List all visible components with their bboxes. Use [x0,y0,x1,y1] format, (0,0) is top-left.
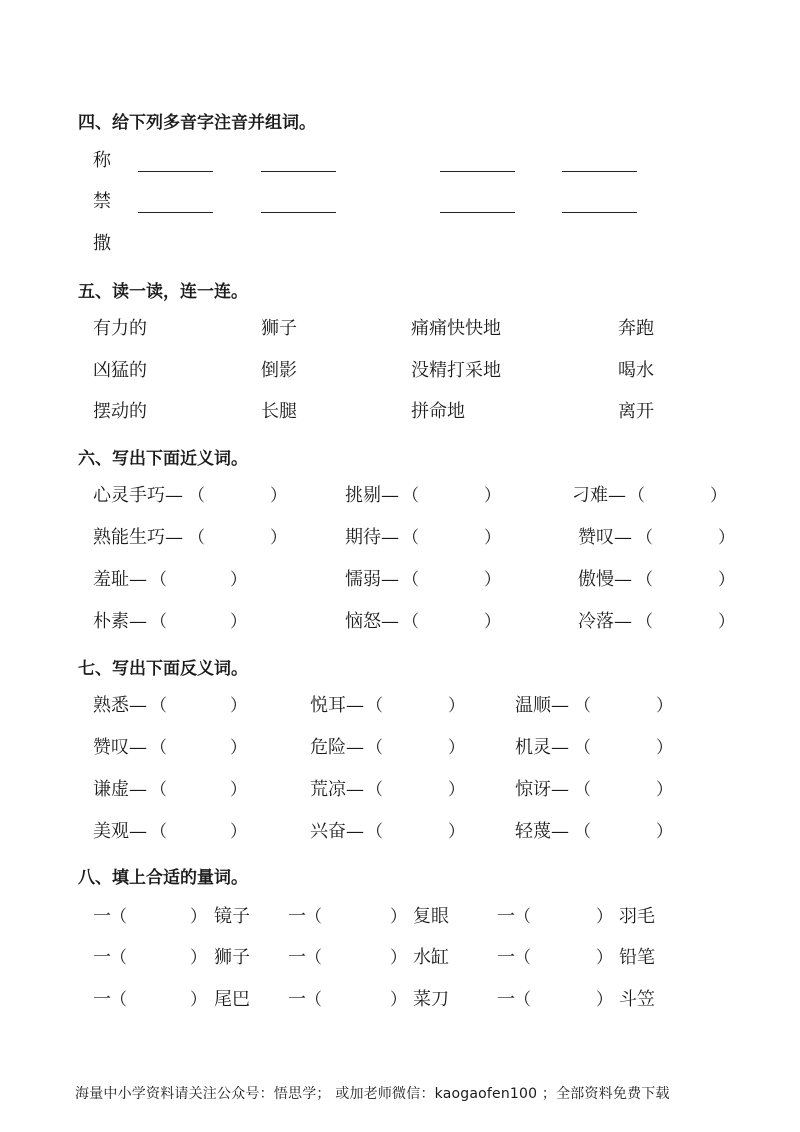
match-word[interactable]: 痛痛快快地 [411,318,501,339]
synonym-word: 懦弱— [345,569,399,590]
close-paren: ） [484,612,501,632]
match-word[interactable]: 狮子 [261,318,297,339]
close-paren: ） [656,780,673,800]
close-paren: ） [448,822,465,842]
antonym-word: 荒凉— [310,779,364,800]
open-paren: （ [636,570,653,590]
answer-blank[interactable] [138,171,213,172]
close-paren: ） [448,780,465,800]
open-paren: （ [514,990,531,1010]
open-paren: （ [574,780,591,800]
close-paren: ） [656,822,673,842]
noun: 尾巴 [214,989,250,1010]
match-row [0,317,800,347]
noun: 铅笔 [619,947,655,968]
prefix-one: 一 [497,947,515,968]
close-paren: ） [230,612,247,632]
synonym-word: 恼怒— [345,611,399,632]
close-paren: ） [190,907,207,927]
synonym-word: 赞叹— [578,527,632,548]
close-paren: ） [656,696,673,716]
synonym-word: 羞耻— [93,569,147,590]
antonym-word: 温顺— [515,695,569,716]
measure-word-row [0,988,800,1018]
close-paren: ） [190,990,207,1010]
match-row [0,400,800,430]
match-word[interactable]: 摆动的 [93,401,147,422]
section-6-title: 六、写出下面近义词。 [78,449,248,469]
close-paren: ） [718,612,735,632]
antonym-word: 熟悉— [93,695,147,716]
open-paren: （ [110,907,127,927]
open-paren: （ [366,822,383,842]
measure-word-row [0,946,800,976]
synonym-word: 冷落— [578,611,632,632]
close-paren: ） [448,696,465,716]
prefix-one: 一 [497,989,515,1010]
open-paren: （ [366,696,383,716]
polyphone-row-2 [0,190,800,220]
close-paren: ） [190,948,207,968]
prefix-one: 一 [288,947,306,968]
match-word[interactable]: 拼命地 [411,401,465,422]
noun: 羽毛 [619,906,655,927]
antonym-word: 美观— [93,821,147,842]
match-word[interactable]: 长腿 [261,401,297,422]
noun: 斗笠 [619,989,655,1010]
open-paren: （ [366,738,383,758]
open-paren: （ [305,907,322,927]
synonym-row [0,568,800,598]
close-paren: ） [230,822,247,842]
match-word[interactable]: 有力的 [93,318,147,339]
close-paren: ） [718,570,735,590]
polyphone-char: 禁 [93,191,111,212]
answer-blank[interactable] [440,212,515,213]
antonym-row [0,778,800,808]
synonym-word: 朴素— [93,611,147,632]
open-paren: （ [402,570,419,590]
close-paren: ） [596,948,613,968]
match-word[interactable]: 凶猛的 [93,360,147,381]
antonym-row [0,694,800,724]
close-paren: ） [448,738,465,758]
antonym-row [0,820,800,850]
polyphone-row-1 [0,149,800,179]
open-paren: （ [305,948,322,968]
antonym-word: 惊讶— [515,779,569,800]
open-paren: （ [402,528,419,548]
section-7-title: 七、写出下面反义词。 [78,659,248,679]
noun: 菜刀 [413,989,449,1010]
polyphone-char: 撒 [93,233,111,254]
synonym-word: 熟能生巧— [93,527,183,548]
close-paren: ） [718,528,735,548]
polyphone-char: 称 [93,150,111,171]
open-paren: （ [188,528,205,548]
open-paren: （ [636,528,653,548]
prefix-one: 一 [497,906,515,927]
open-paren: （ [150,570,167,590]
open-paren: （ [574,738,591,758]
prefix-one: 一 [288,989,306,1010]
open-paren: （ [150,738,167,758]
close-paren: ） [230,696,247,716]
noun: 水缸 [413,947,449,968]
close-paren: ） [484,528,501,548]
answer-blank[interactable] [138,212,213,213]
synonym-row [0,610,800,640]
open-paren: （ [402,612,419,632]
polyphone-row-3 [0,232,800,262]
open-paren: （ [110,990,127,1010]
antonym-word: 机灵— [515,737,569,758]
close-paren: ） [390,907,407,927]
measure-word-row [0,905,800,935]
close-paren: ） [270,528,287,548]
section-5-title: 五、读一读，连一连。 [78,282,248,302]
prefix-one: 一 [93,989,111,1010]
synonym-word: 挑剔— [345,485,399,506]
open-paren: （ [514,948,531,968]
match-word[interactable]: 没精打采地 [411,360,501,381]
open-paren: （ [636,612,653,632]
close-paren: ） [484,570,501,590]
open-paren: （ [150,612,167,632]
antonym-word: 兴奋— [310,821,364,842]
antonym-row [0,736,800,766]
open-paren: （ [150,696,167,716]
antonym-word: 危险— [310,737,364,758]
close-paren: ） [270,486,287,506]
open-paren: （ [150,822,167,842]
prefix-one: 一 [288,906,306,927]
synonym-row [0,484,800,514]
synonym-word: 刁难— [572,485,626,506]
section-4-title: 四、给下列多音字注音并组词。 [78,113,316,133]
close-paren: ） [596,990,613,1010]
close-paren: ） [656,738,673,758]
match-word[interactable]: 倒影 [261,360,297,381]
noun: 狮子 [214,947,250,968]
answer-blank[interactable] [562,212,637,213]
close-paren: ） [230,570,247,590]
close-paren: ） [230,738,247,758]
open-paren: （ [110,948,127,968]
answer-blank[interactable] [440,171,515,172]
open-paren: （ [514,907,531,927]
close-paren: ） [390,948,407,968]
close-paren: ） [230,780,247,800]
open-paren: （ [188,486,205,506]
match-row [0,359,800,389]
close-paren: ） [484,486,501,506]
match-word[interactable]: 离开 [618,401,654,422]
open-paren: （ [402,486,419,506]
antonym-word: 轻蔑— [515,821,569,842]
antonym-word: 赞叹— [93,737,147,758]
match-word[interactable]: 喝水 [618,360,654,381]
close-paren: ） [710,486,727,506]
answer-blank[interactable] [562,171,637,172]
open-paren: （ [366,780,383,800]
noun: 镜子 [214,906,250,927]
answer-blank[interactable] [261,212,336,213]
match-word[interactable]: 奔跑 [618,318,654,339]
prefix-one: 一 [93,906,111,927]
section-8-title: 八、填上合适的量词。 [78,868,248,888]
open-paren: （ [628,486,645,506]
open-paren: （ [574,822,591,842]
synonym-word: 心灵手巧— [93,485,183,506]
antonym-word: 悦耳— [310,695,364,716]
synonym-word: 傲慢— [578,569,632,590]
prefix-one: 一 [93,947,111,968]
open-paren: （ [305,990,322,1010]
synonym-row [0,526,800,556]
open-paren: （ [150,780,167,800]
noun: 复眼 [413,906,449,927]
open-paren: （ [574,696,591,716]
footer-note: 海量中小学资料请关注公众号：悟思学； 或加老师微信：kaogaofen100 ；全部资料免费下载 [75,1086,670,1102]
antonym-word: 谦虚— [93,779,147,800]
answer-blank[interactable] [261,171,336,172]
close-paren: ） [390,990,407,1010]
synonym-word: 期待— [345,527,399,548]
close-paren: ） [596,907,613,927]
